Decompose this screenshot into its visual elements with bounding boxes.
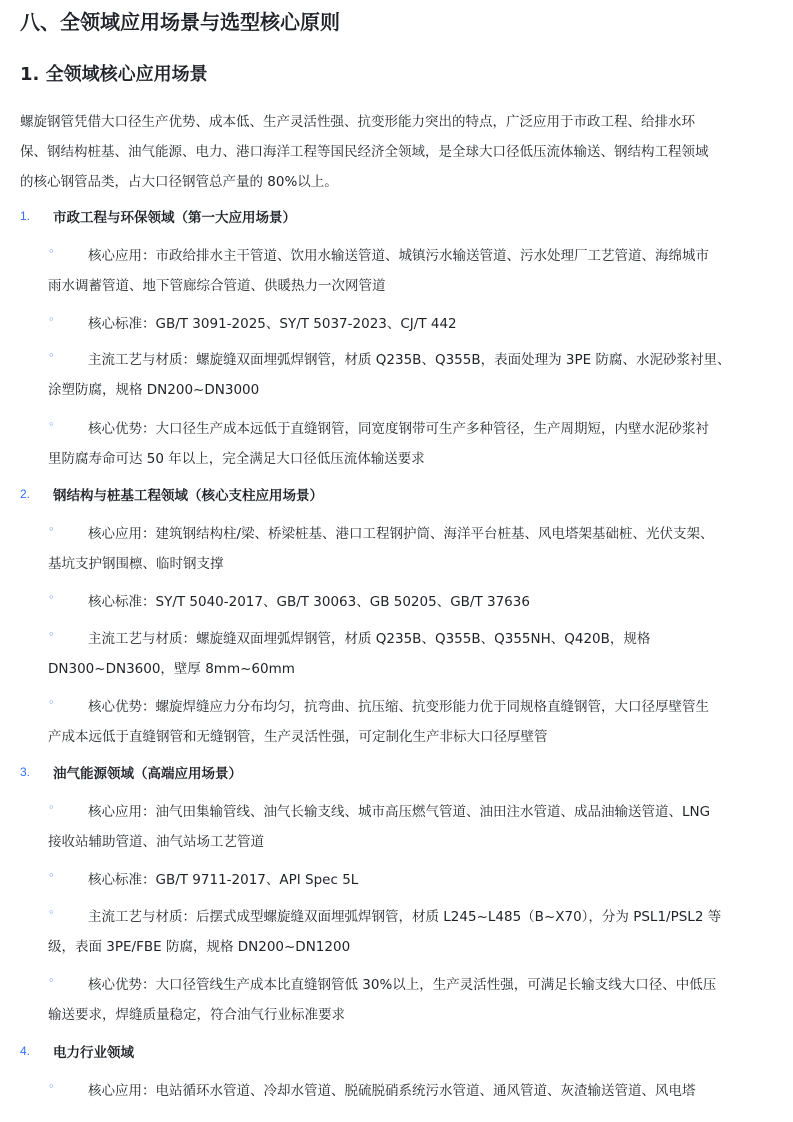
hollow-circle-bullet-icon: ◦ (48, 906, 55, 919)
bullet-line: 主流工艺与材质：螺旋缝双面埋弧焊钢管，材质 Q235B、Q355B，表面处理为 3PE 防腐、水泥砂浆衬里、 (88, 352, 731, 368)
hollow-circle-bullet-icon: ◦ (48, 313, 55, 326)
bullet-line: 核心应用：电站循环水管道、冷却水管道、脱硫脱硝系统污水管道、通风管道、灰渣输送管道、风电塔 (88, 1083, 696, 1099)
bullet-line: 基坑支护钢围檩、临时钢支撑 (48, 556, 224, 572)
bullet-line: 里防腐寿命可达 50 年以上，完全满足大口径低压流体输送要求 (48, 451, 425, 467)
bullet-line: 核心优势：螺旋焊缝应力分布均匀，抗弯曲、抗压缩、抗变形能力优于同规格直缝钢管，大口径厚壁管生 (88, 699, 709, 715)
item-title: 钢结构与桩基工程领域（核心支柱应用场景） (53, 488, 323, 504)
item-title: 电力行业领域 (53, 1045, 134, 1061)
intro-line: 的核心钢管品类，占大口径钢管总产量的 80%以上。 (20, 174, 338, 190)
bullet-line: 主流工艺与材质：螺旋缝双面埋弧焊钢管，材质 Q235B、Q355B、Q355NH、Q420B，规格 (88, 631, 651, 647)
hollow-circle-bullet-icon: ◦ (48, 974, 55, 987)
hollow-circle-bullet-icon: ◦ (48, 1080, 55, 1093)
bullet-line: 核心优势：大口径管线生产成本比直缝钢管低 30%以上，生产灵活性强，可满足长输支线大口径、中低压 (88, 977, 717, 993)
bullet-line: 核心优势：大口径生产成本远低于直缝钢管，同宽度钢带可生产多种管径，生产周期短，内壁水泥砂浆衬 (88, 421, 709, 437)
bullet-line: 核心标准：SY/T 5040-2017、GB/T 30063、GB 50205、GB/T 37636 (88, 594, 530, 610)
bullet-line: 核心应用：建筑钢结构柱/梁、桥梁桩基、港口工程钢护筒、海洋平台桩基、风电塔架基础桩、光伏支架、 (88, 526, 714, 542)
bullet-line: 核心应用：油气田集输管线、油气长输支线、城市高压燃气管道、油田注水管道、成品油输送管道、LNG (88, 804, 711, 820)
hollow-circle-bullet-icon: ◦ (48, 418, 55, 431)
item-title: 油气能源领域（高端应用场景） (53, 766, 242, 782)
intro-line: 保、钢结构桩基、油气能源、电力、港口海洋工程等国民经济全领域，是全球大口径低压流体输送、钢结构工程领域 (20, 144, 709, 160)
bullet-line: 级，表面 3PE/FBE 防腐，规格 DN200~DN1200 (48, 939, 351, 955)
bullet-line: 输送要求，焊缝质量稳定，符合油气行业标准要求 (48, 1007, 345, 1023)
intro-paragraph (20, 107, 776, 197)
intro-line: 螺旋钢管凭借大口径生产优势、成本低、生产灵活性强、抗变形能力突出的特点，广泛应用于市政工程、给排水环 (20, 114, 695, 130)
hollow-circle-bullet-icon: ◦ (48, 523, 55, 536)
hollow-circle-bullet-icon: ◦ (48, 801, 55, 814)
hollow-circle-bullet-icon: ◦ (48, 349, 55, 362)
hollow-circle-bullet-icon: ◦ (48, 628, 55, 641)
bullet-line: DN300~DN3600，壁厚 8mm~60mm (48, 661, 295, 677)
hollow-circle-bullet-icon: ◦ (48, 245, 55, 258)
bullet-line: 主流工艺与材质：后摆式成型螺旋缝双面埋弧焊钢管，材质 L245~L485（B~X70），分为 PSL1/PSL2 等 (88, 909, 722, 925)
item-number: 1. (20, 209, 31, 223)
bullet-line: 产成本远低于直缝钢管和无缝钢管，生产灵活性强，可定制化生产非标大口径厚壁管 (48, 729, 548, 745)
item-number: 4. (20, 1044, 31, 1058)
bullet-line: 核心标准：GB/T 3091-2025、SY/T 5037-2023、CJ/T 442 (88, 316, 457, 332)
section-heading: 1. 全领域核心应用场景 (20, 64, 208, 85)
bullet-line: 雨水调蓄管道、地下管廊综合管道、供暖热力一次网管道 (48, 278, 386, 294)
bullet-line: 核心标准：GB/T 9711-2017、API Spec 5L (88, 872, 359, 888)
hollow-circle-bullet-icon: ◦ (48, 591, 55, 604)
hollow-circle-bullet-icon: ◦ (48, 869, 55, 882)
bullet-line: 核心应用：市政给排水主干管道、饮用水输送管道、城镇污水输送管道、污水处理厂工艺管道、海绵城市 (88, 248, 709, 264)
item-title: 市政工程与环保领域（第一大应用场景） (53, 210, 296, 226)
item-number: 2. (20, 487, 31, 501)
bullet-line: 接收站辅助管道、油气站场工艺管道 (48, 834, 264, 850)
item-number: 3. (20, 765, 31, 779)
page-heading: 八、全领域应用场景与选型核心原则 (20, 10, 340, 34)
hollow-circle-bullet-icon: ◦ (48, 696, 55, 709)
bullet-line: 涂塑防腐，规格 DN200~DN3000 (48, 382, 260, 398)
